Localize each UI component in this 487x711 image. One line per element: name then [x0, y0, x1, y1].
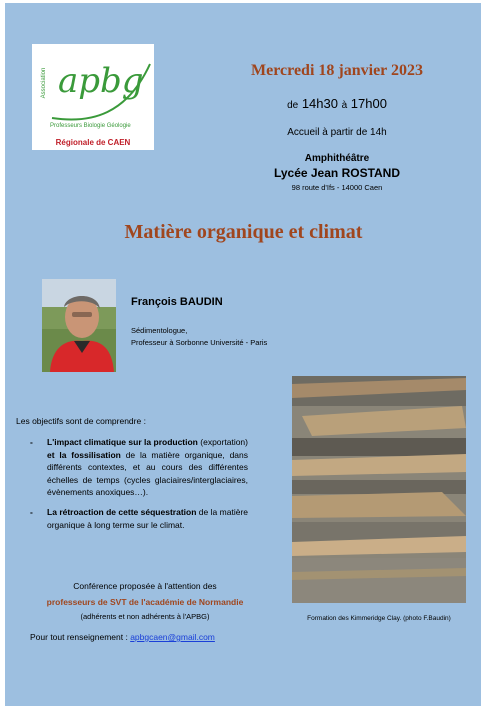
objective-text: de la matière organique à long terme sur le climat.: [47, 506, 249, 530]
venue-name: Lycée Jean ROSTAND: [273, 166, 401, 180]
photo-caption: Formation des Kimmeridge Clay. (photo F.Baudin): [307, 615, 451, 622]
contact-email-link[interactable]: apbgcaen@gmail.com: [130, 632, 215, 642]
logo-letters: apbg: [58, 61, 144, 101]
hours-a: à: [341, 100, 348, 111]
conference-title: Matière organique et climat: [124, 221, 363, 243]
objective-text: (exportation): [197, 437, 248, 447]
hours-de: de: [287, 100, 299, 111]
objective-item: [30, 506, 248, 531]
event-hours: [172, 96, 487, 111]
bullet-dash: -: [30, 506, 33, 517]
objective-text: de la matière organique, dans différents contextes, et au cours des différentes échelles de temps (cycles glaciaires/interglaciaires, évènements anoxiques…).: [47, 449, 249, 498]
logo-region: Régionale de CAEN: [55, 138, 131, 147]
conference-audience-line2: professeurs de SVT de l'académie de Normandie: [46, 597, 244, 607]
event-accueil: Accueil à partir de 14h: [287, 127, 387, 138]
objective-item: [30, 436, 248, 499]
apbg-logo: [32, 44, 154, 150]
contact-line: [30, 632, 215, 642]
conference-audience-line1: Conférence proposée à l'attention des: [73, 581, 217, 591]
logo-bottom-text: Professeurs Biologie Géologie: [50, 123, 131, 129]
speaker-institution: Professeur à Sorbonne Université - Paris: [131, 338, 268, 347]
bullet-dash: -: [30, 437, 33, 447]
hours-end: 17h00: [350, 96, 387, 111]
speaker-role: Sédimentologue,: [131, 326, 188, 335]
venue-label: Amphithéâtre: [304, 153, 370, 164]
objective-strong: et la fossilisation: [47, 449, 121, 460]
apbg-logo-graphic: [32, 44, 154, 150]
objectives-list: [30, 436, 248, 538]
conference-audience-line3: (adhérents et non adhérents à l'APBG): [80, 612, 210, 621]
logo-vertical-text: Association: [41, 67, 47, 99]
venue-address: 98 route d'Ifs - 14000 Caen: [291, 183, 383, 192]
objective-strong: L'impact climatique sur la production: [47, 437, 198, 447]
kimmeridge-clay-photo: [292, 376, 466, 603]
speaker-photo: [42, 279, 116, 372]
objectives-intro: Les objectifs sont de comprendre :: [16, 416, 146, 426]
speaker-name: François BAUDIN: [131, 296, 223, 308]
objective-strong: La rétroaction de cette séquestration: [47, 506, 197, 517]
hours-start: 14h30: [301, 96, 338, 111]
contact-label: Pour tout renseignement :: [30, 632, 128, 642]
event-date: Mercredi 18 janvier 2023: [251, 62, 423, 79]
